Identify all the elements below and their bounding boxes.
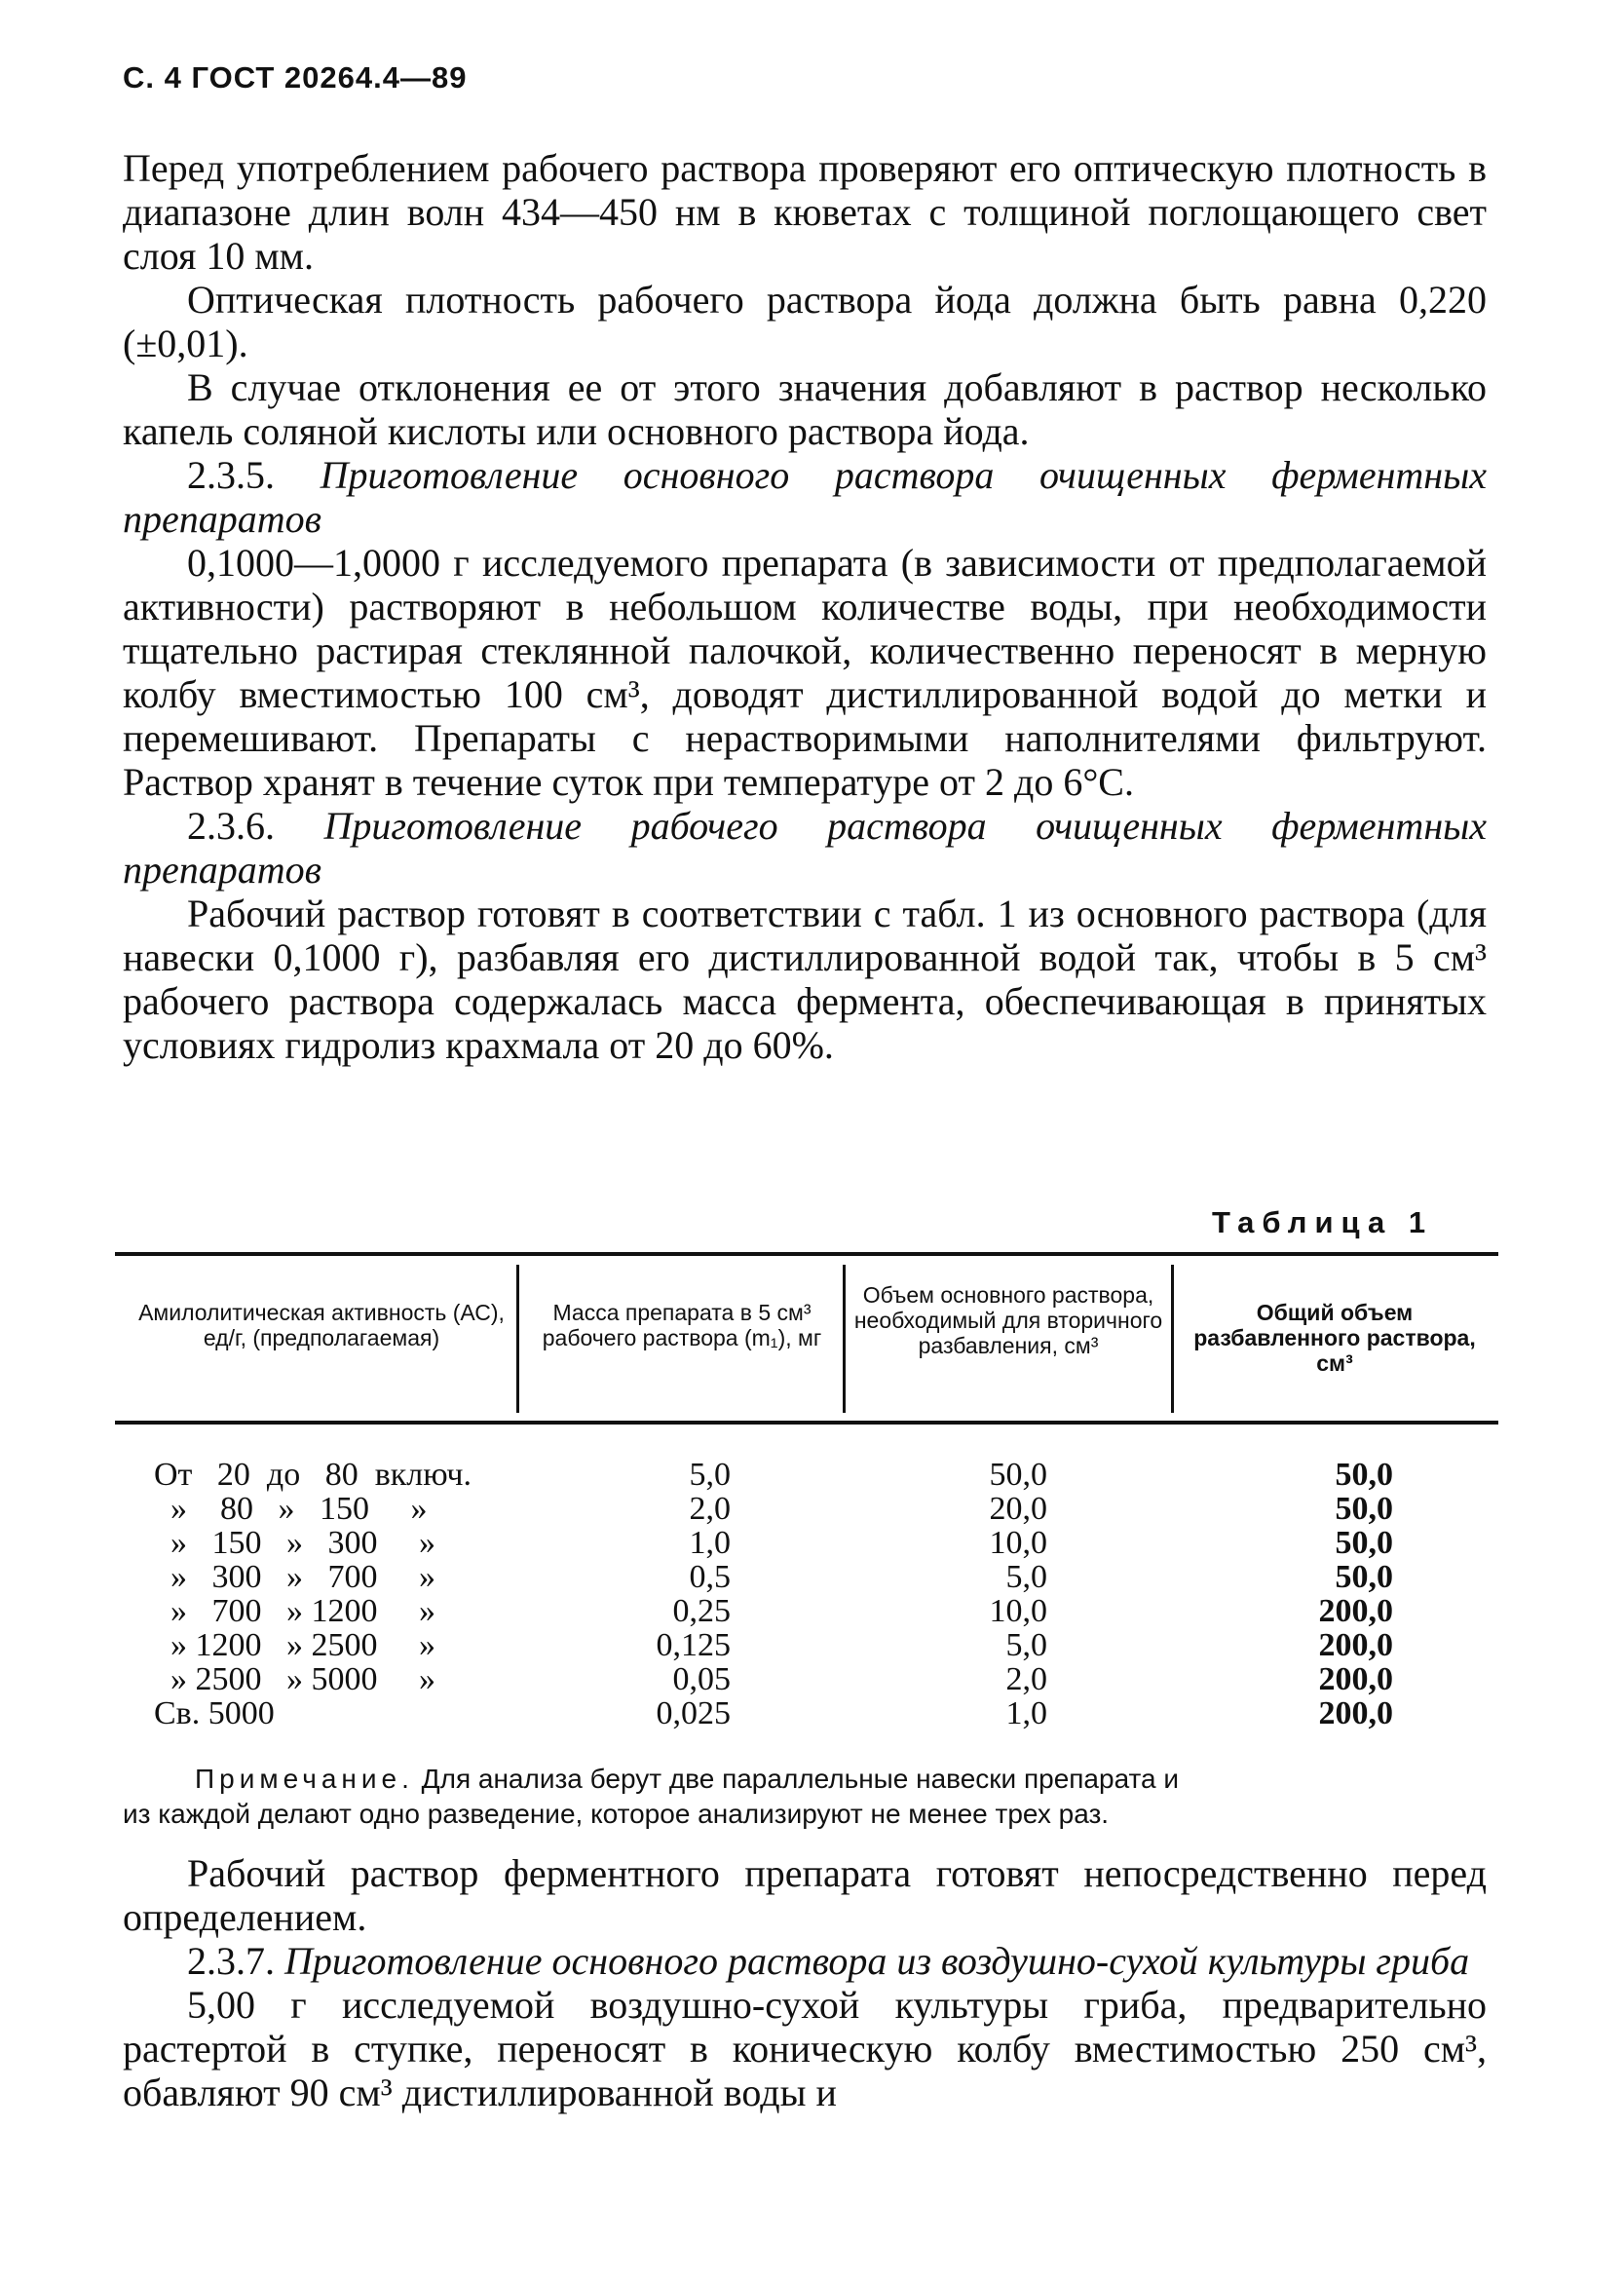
table-cell: 5,0 <box>1005 1627 1047 1663</box>
table-cell: 0,5 <box>689 1559 731 1595</box>
table-cell: 50,0 <box>989 1457 1047 1493</box>
table-note <box>195 1762 1491 1797</box>
table-cell: 0,25 <box>672 1593 731 1629</box>
table-cell: 200,0 <box>1318 1593 1393 1629</box>
table-column-divider <box>516 1265 519 1413</box>
table-cell: » 700 » 1200 » <box>154 1593 435 1629</box>
paragraph-optical-check: Перед употреблением рабочего раствора проверяют его оптическую плотность в диапазоне длин волн 434—450 нм в кюветах с толщиной поглощающего свет слоя 10 мм. <box>123 146 1487 278</box>
section-number: 2.3.6. <box>187 804 275 848</box>
paragraph-2-3-7: 5,00 г исследуемой воздушно-сухой культуры гриба, предварительно растертой в ступке, переносят в коническую колбу вместимостью 250 см³, обавляют 90 см³ дистиллированной воды и <box>123 1983 1487 2114</box>
table-cell: 10,0 <box>989 1525 1047 1561</box>
table-cell: » 150 » 300 » <box>154 1525 435 1561</box>
table-note-continued: из каждой делают одно разведение, которое анализируют не менее трех раз. <box>123 1799 1110 1829</box>
section-number: 2.3.7. <box>187 1939 275 1983</box>
table-cell: 1,0 <box>1005 1695 1047 1731</box>
paragraph-2-3-6: Рабочий раствор готовят в соответствии с табл. 1 из основного раствора (для навески 0,1000 г), разбавляя его дистиллированной водой так, чтобы в 5 см³ рабочего раствора содержалась масса фермента, обеспечивающая в принятых условиях гидролиз крахмала от 20 до 60%. <box>123 892 1487 1067</box>
table-header-activity: Амилолитическая активность (АС), ед/г, (предполагаемая) <box>138 1300 505 1350</box>
table-cell: » 300 » 700 » <box>154 1559 435 1595</box>
table-header-volume-stock: Объем основного раствора, необходимый для вторичного разбавления, см³ <box>853 1282 1163 1358</box>
table-column-stock-volume <box>901 1458 1047 1730</box>
table-header-mass: Масса препарата в 5 см³ рабочего раствора (m₁), мг <box>542 1300 822 1350</box>
section-title: Приготовление рабочего раствора очищенных ферментных препаратов <box>123 804 1488 892</box>
table-cell: Св. 5000 <box>154 1695 275 1731</box>
section-heading-2-3-7 <box>123 1939 1487 1983</box>
table-caption: Таблица 1 <box>1212 1205 1434 1239</box>
table-column-divider <box>843 1265 846 1413</box>
note-label: Примечание. <box>195 1764 414 1794</box>
page-header: С. 4 ГОСТ 20264.4—89 <box>123 60 468 95</box>
paragraph-deviation: В случае отклонения ее от этого значения добавляют в раствор несколько капель соляной кислоты или основного раствора йода. <box>123 365 1487 453</box>
table-top-rule <box>115 1252 1498 1256</box>
table-column-activity <box>154 1458 534 1730</box>
paragraph-2-3-5: 0,1000—1,0000 г исследуемого препарата (в зависимости от предполагаемой активности) растворяют в небольшом количестве воды, при необходимости тщательно растирая стеклянной палочкой, количественно переносят в мерную колбу вместимостью 100 см³, доводят дистиллированной водой до метки и перемешивают. Препараты с нерастворимыми наполнителями фильтруют. Раствор хранят в течение суток при температуре от 2 до 6°С. <box>123 541 1487 804</box>
table-cell: 20,0 <box>989 1491 1047 1527</box>
section-title: Приготовление основного раствора из воздушно-сухой культуры гриба <box>284 1939 1470 1983</box>
table-header-rule <box>115 1421 1498 1425</box>
text-block-top <box>123 146 1487 1067</box>
table-cell: 2,0 <box>1005 1661 1047 1697</box>
table-cell: 2,0 <box>689 1491 731 1527</box>
table-cell: 50,0 <box>1335 1525 1393 1561</box>
section-heading-2-3-6 <box>123 804 1487 892</box>
table-cell: 200,0 <box>1318 1627 1393 1663</box>
paragraph-optical-density: Оптическая плотность рабочего раствора йода должна быть равна 0,220 (±0,01). <box>123 278 1487 365</box>
section-number: 2.3.5. <box>187 453 275 497</box>
table-cell: 50,0 <box>1335 1457 1393 1493</box>
table-cell: 10,0 <box>989 1593 1047 1629</box>
table-header-total-volume: Общий объем разбавленного раствора, см³ <box>1193 1300 1476 1376</box>
table-cell: » 80 » 150 » <box>154 1491 428 1527</box>
table-cell: » 2500 » 5000 » <box>154 1661 435 1697</box>
table-cell: 50,0 <box>1335 1491 1393 1527</box>
table-cell: 0,05 <box>672 1661 731 1697</box>
table-cell: 5,0 <box>689 1457 731 1493</box>
table-column-total-volume <box>1237 1458 1393 1730</box>
paragraph-after-table: Рабочий раствор ферментного препарата готовят непосредственно перед определением. <box>123 1851 1487 1939</box>
table-cell: 1,0 <box>689 1525 731 1561</box>
table-cell: 0,125 <box>656 1627 731 1663</box>
text-block-bottom <box>123 1851 1487 2114</box>
table-cell: 0,025 <box>656 1695 731 1731</box>
table-cell: » 1200 » 2500 » <box>154 1627 435 1663</box>
note-text: Для анализа берут две параллельные навески препарата и <box>421 1764 1180 1794</box>
table-column-divider <box>1171 1265 1174 1413</box>
table-cell: 200,0 <box>1318 1661 1393 1697</box>
table-cell: 5,0 <box>1005 1559 1047 1595</box>
table-column-mass <box>585 1458 731 1730</box>
table-cell: От 20 до 80 включ. <box>154 1457 472 1493</box>
table-cell: 50,0 <box>1335 1559 1393 1595</box>
section-title: Приготовление основного раствора очищенных ферментных препаратов <box>123 453 1487 541</box>
section-heading-2-3-5 <box>123 453 1487 541</box>
table-cell: 200,0 <box>1318 1695 1393 1731</box>
